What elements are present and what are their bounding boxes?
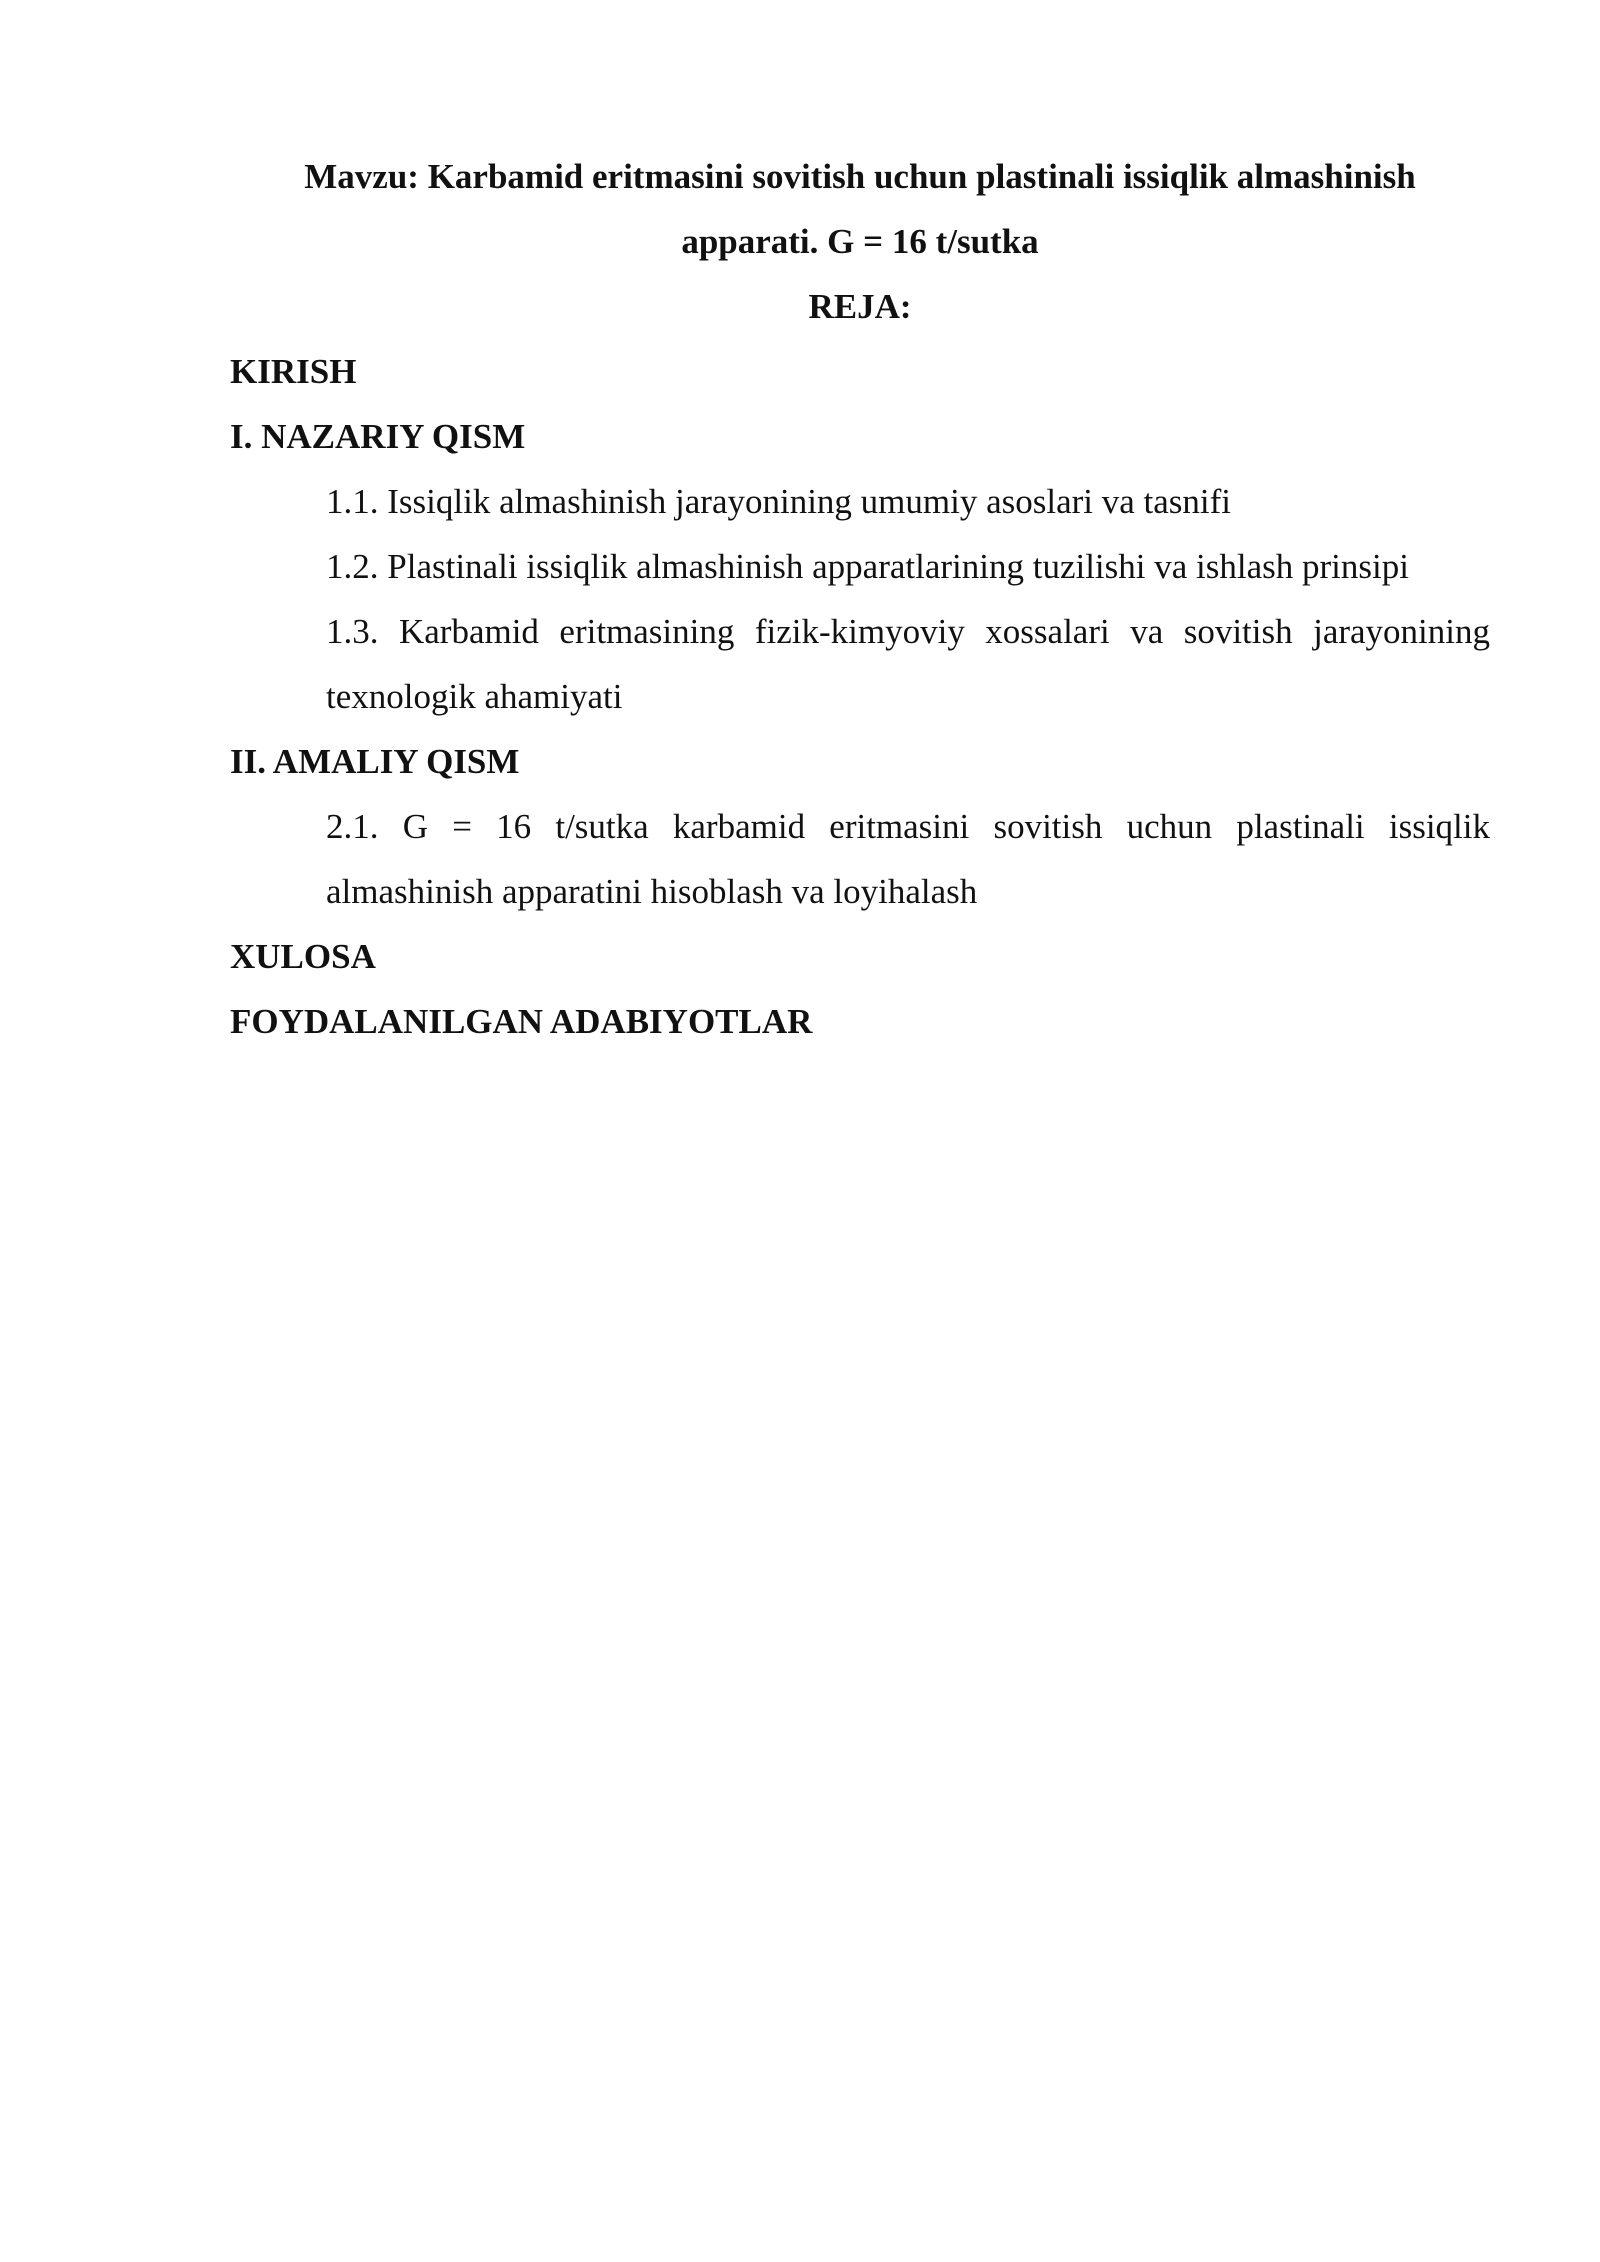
list-item-2-1: 2.1. G = 16 t/sutka karbamid eritmasini sovitish uchun plastinali issiqlik almashinish apparatini hisoblash va loyihalash (326, 807, 1490, 911)
title-line-2: apparati. G = 16 t/sutka (681, 222, 1039, 261)
section-references: FOYDALANILGAN ADABIYOTLAR (230, 1002, 813, 1041)
section-intro: KIRISH (230, 352, 357, 391)
list-item-1-1: 1.1. Issiqlik almashinish jarayonining umumiy asoslari va tasnifi (326, 482, 1232, 521)
plan-heading: REJA: (808, 287, 912, 326)
list-item-1-2: 1.2. Plastinali issiqlik almashinish apparatlarining tuzilishi va ishlash prinsipi (326, 547, 1409, 586)
section-part2-heading: II. AMALIY QISM (230, 742, 520, 781)
section-conclusion: XULOSA (230, 937, 376, 976)
document-content (230, 144, 1490, 1054)
section-part1-heading: I. NAZARIY QISM (230, 417, 526, 456)
page-title (230, 144, 1490, 274)
list-item-1-3: 1.3. Karbamid eritmasining fizik-kimyoviy xossalari va sovitish jarayonining texnologik ahamiyati (326, 612, 1490, 716)
title-line-1: Mavzu: Karbamid eritmasini sovitish uchun plastinali issiqlik almashinish (304, 157, 1416, 196)
